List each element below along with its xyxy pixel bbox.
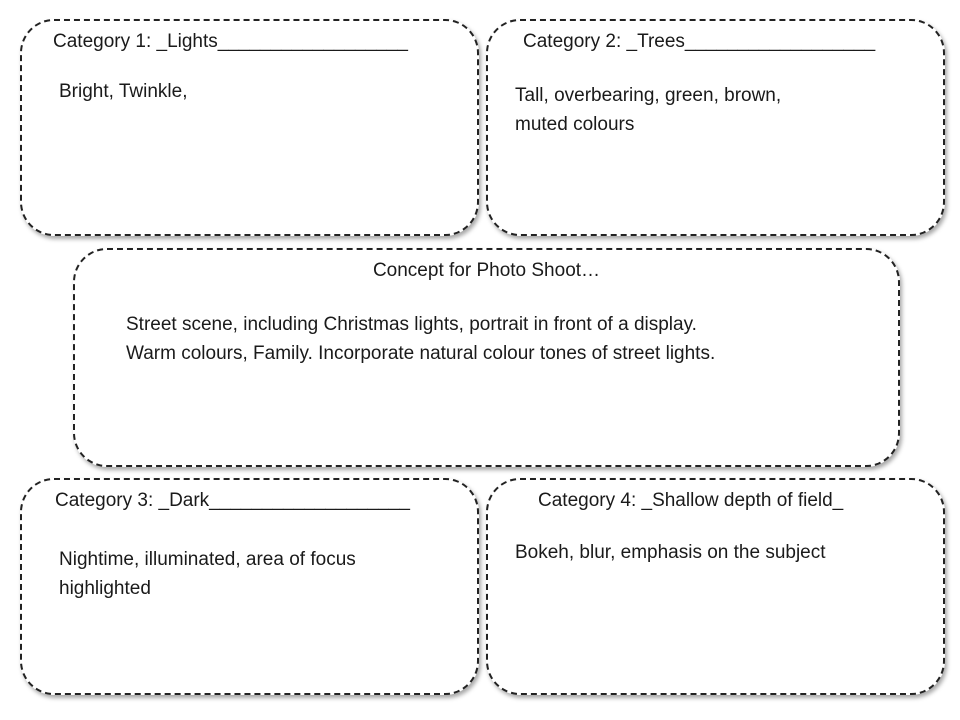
category-3-notes: Nightime, illuminated, area of focus highlighted [59,549,356,599]
category-3-box [20,478,479,695]
concept-title: Concept for Photo Shoot… [372,260,601,281]
concept-notes: Street scene, including Christmas lights, portrait in front of a display. Warm colours, Family. Incorporate natural colour tones of street lights. [126,314,716,364]
category-2-notes: Tall, overbearing, green, brown, muted colours [515,85,782,135]
concept-box [73,248,900,467]
category-3-title: Category 3: _Dark___________________ [55,490,410,511]
category-4-title: Category 4: _Shallow depth of field_ [538,490,844,511]
category-4-box [486,478,945,695]
category-1-notes: Bright, Twinkle, [59,81,188,102]
category-2-title: Category 2: _Trees__________________ [523,31,876,52]
category-1-title: Category 1: _Lights__________________ [53,31,408,52]
category-4-notes: Bokeh, blur, emphasis on the subject [515,542,826,563]
category-1-box [20,19,479,236]
category-2-box [486,19,945,236]
